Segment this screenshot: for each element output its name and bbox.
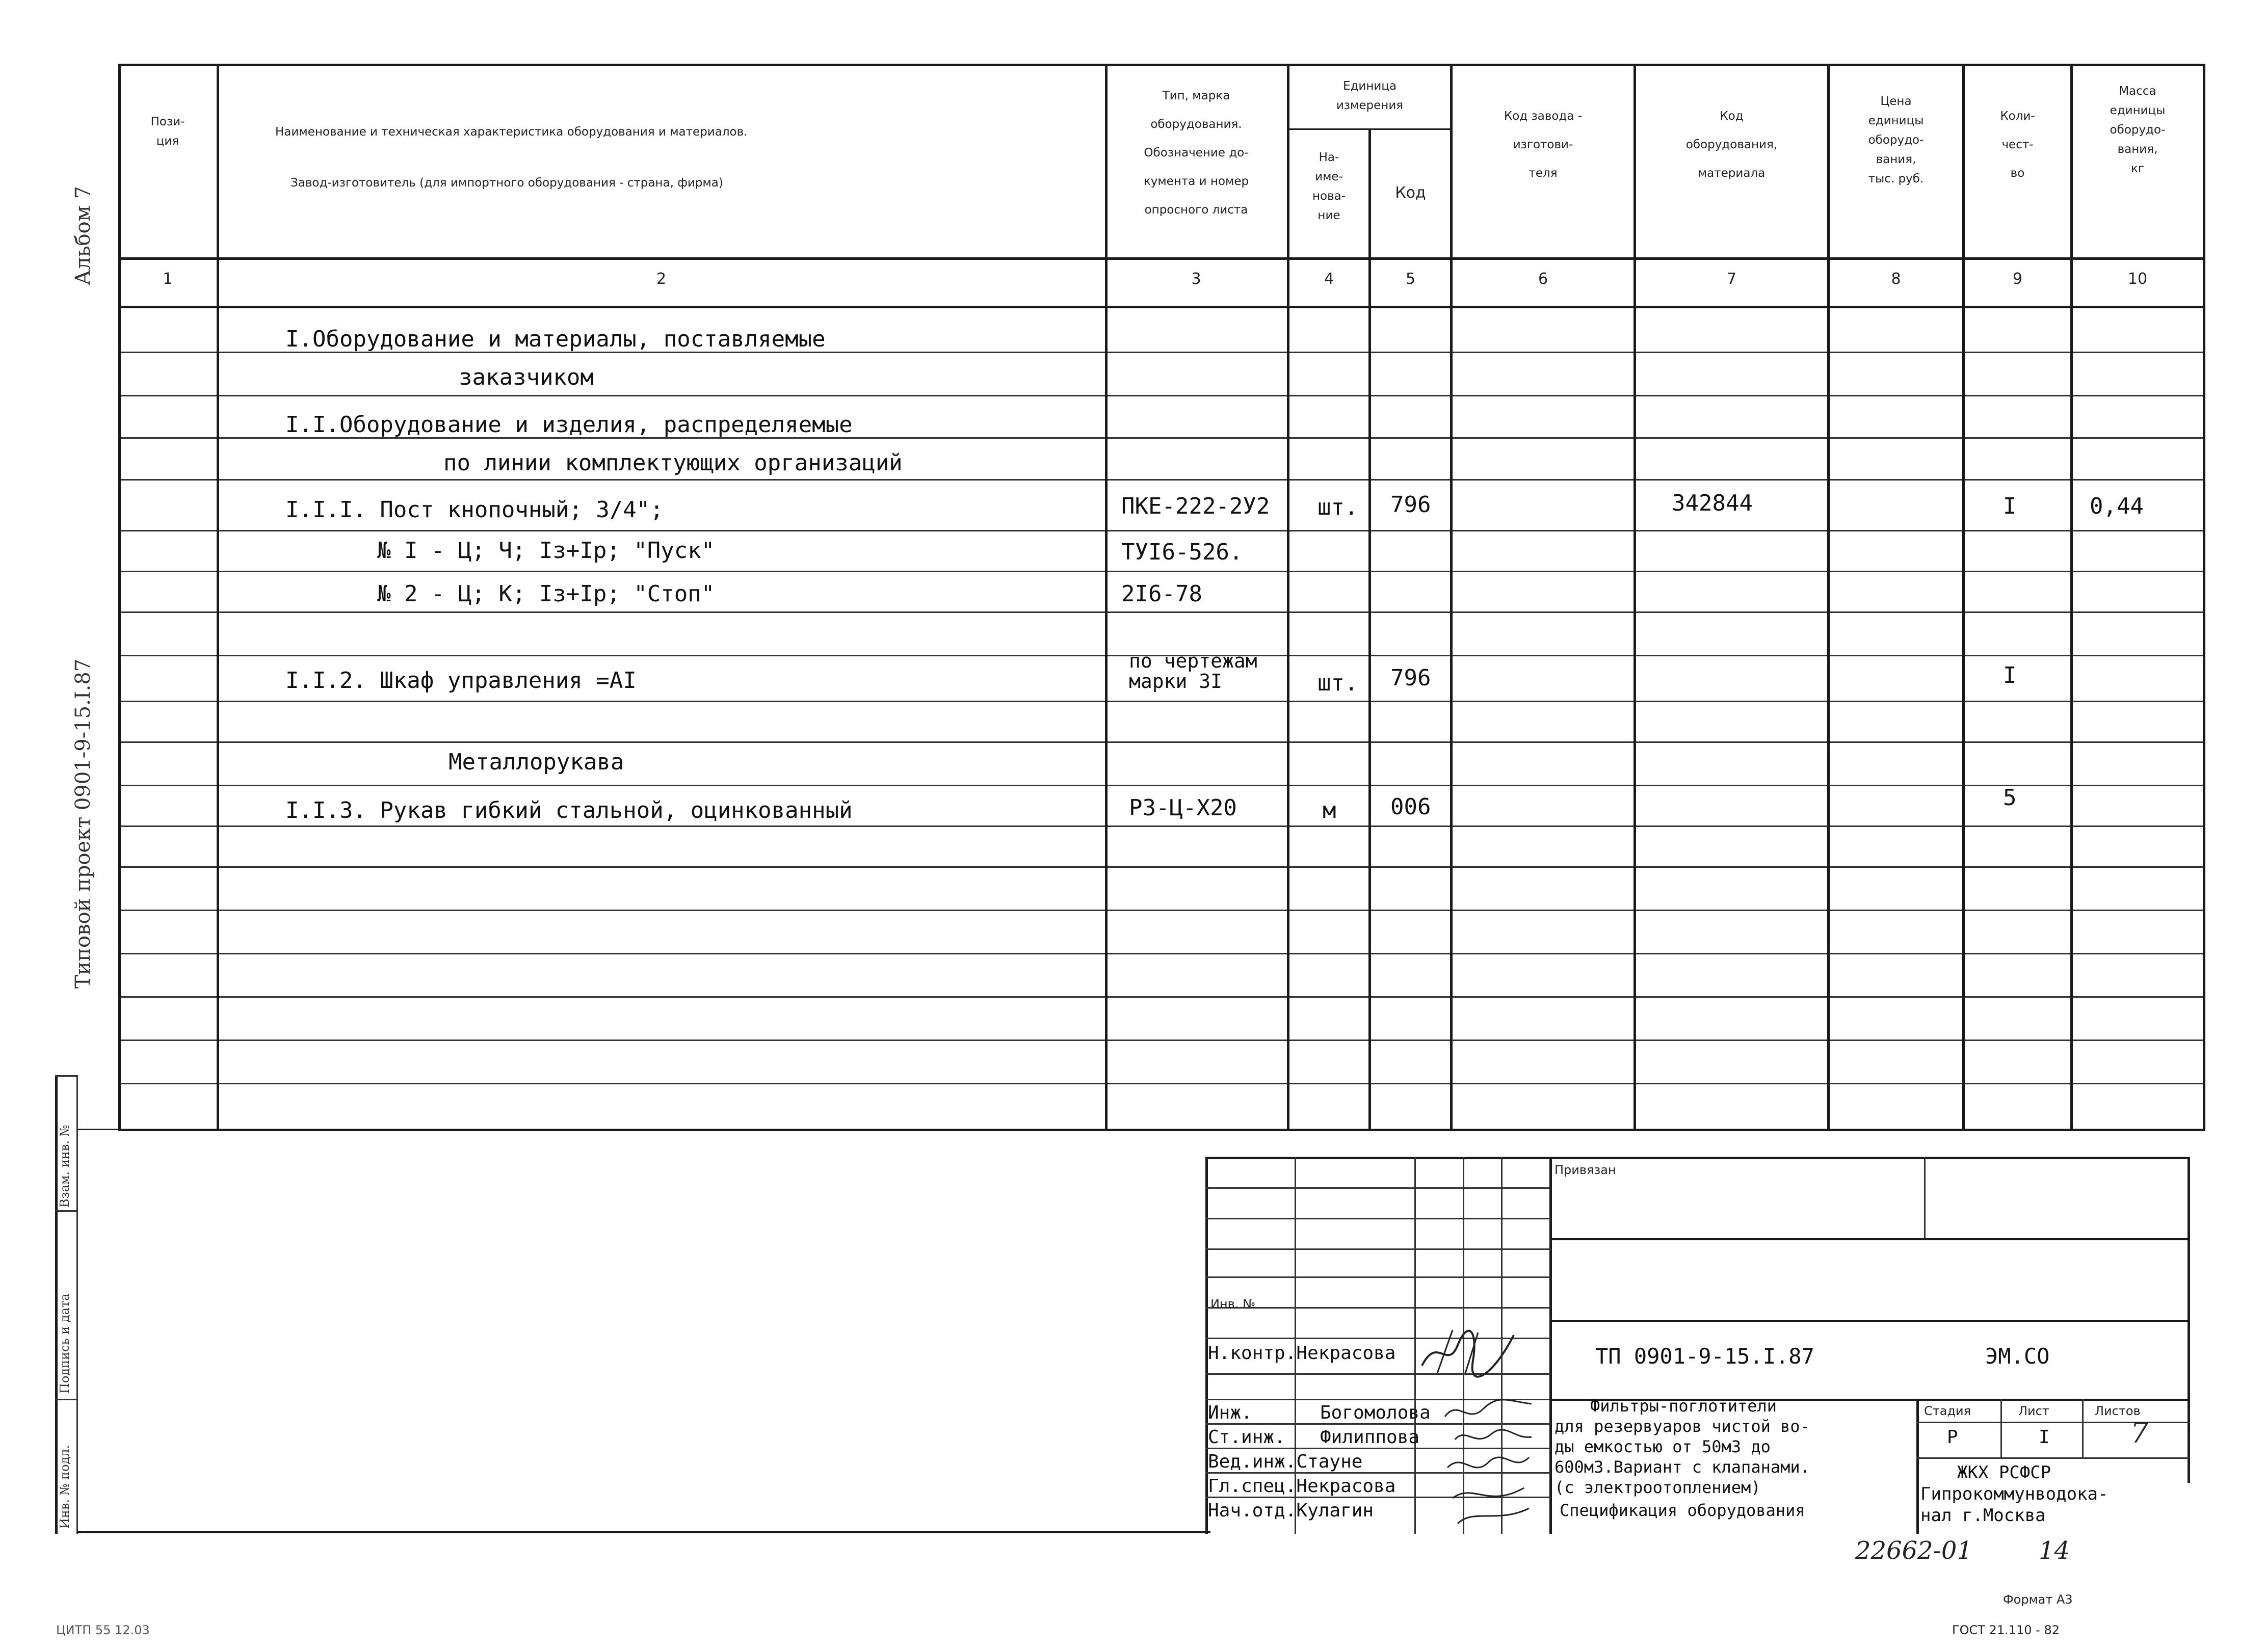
- list-value: I: [2039, 1427, 2050, 1448]
- name-ing: Богомолова: [1320, 1402, 1431, 1423]
- item-name: I.I.I. Пост кнопочный; 3/4";: [285, 497, 664, 523]
- col-border: [1827, 64, 1830, 1131]
- section-title: I.Оборудование и материалы, поставляемые: [285, 326, 826, 352]
- stamp-grid: [2082, 1399, 2084, 1457]
- row-separator: [118, 479, 2205, 481]
- role-st-ing: Ст.инж.: [1208, 1427, 1285, 1448]
- doc-title-line: ды емкостью от 50м3 до: [1554, 1437, 1771, 1456]
- name-st-ing: Филиппова: [1320, 1427, 1420, 1448]
- doc-title-line: (с электроотоплением): [1554, 1478, 1761, 1497]
- item-name: I.I.3. Рукав гибкий стальной, оцинкованный: [285, 797, 853, 823]
- privyazan-label: Привязан: [1554, 1163, 1616, 1177]
- item-type: ПКЕ-222-2У2: [1121, 493, 1270, 519]
- role-nach-otd: Нач.отд.Кулагин: [1208, 1500, 1374, 1521]
- row-separator: [118, 785, 2205, 786]
- document-code: ТП 0901-9-15.I.87: [1595, 1344, 1814, 1369]
- sheet-code: ЭМ.СО: [1985, 1344, 2050, 1369]
- signature-scribble: [1442, 1396, 1534, 1427]
- row-separator: [118, 701, 2205, 702]
- row-separator: [118, 1040, 2205, 1041]
- listov-label: Листов: [2095, 1404, 2141, 1418]
- row-separator: [118, 571, 2205, 572]
- colnum: 2: [656, 270, 667, 288]
- col-border: [118, 64, 121, 1131]
- stamp-grid: [1916, 1457, 2189, 1459]
- colnum: 9: [2012, 270, 2023, 288]
- signature-scribble: [1453, 1424, 1534, 1450]
- item-quantity: I: [2003, 662, 2017, 688]
- colnum: 7: [1726, 270, 1737, 288]
- stamp-grid: [1924, 1157, 1926, 1238]
- stamp-col-line: [55, 1075, 78, 1077]
- item-type: РЗ-Ц-Х20: [1129, 795, 1237, 821]
- stamp-grid: [2000, 1399, 2002, 1457]
- handwritten-number: 22662-01: [1855, 1536, 1972, 1565]
- listov-value: 7: [2130, 1417, 2149, 1450]
- item-mass: 0,44: [2090, 493, 2144, 519]
- header-quantity: Коли- чест- во: [2000, 110, 2035, 180]
- colnum-bottom-border: [118, 306, 2205, 308]
- signature-scribble: [1442, 1452, 1534, 1529]
- row-separator: [118, 825, 2205, 827]
- col-border: [1633, 64, 1636, 1131]
- colnum: 10: [2127, 270, 2148, 288]
- stamp-grid: [1549, 1320, 2189, 1322]
- col-border: [2203, 64, 2205, 1131]
- signature-scribble: [1417, 1325, 1519, 1381]
- row-separator: [118, 866, 2205, 868]
- colnum: 4: [1324, 270, 1334, 288]
- stadia-value: Р: [1947, 1427, 1958, 1448]
- role-ing: Инж.: [1208, 1402, 1252, 1423]
- stamp-row-line: [1205, 1276, 1551, 1278]
- stamp-col-line: [55, 1210, 78, 1212]
- col-border: [217, 64, 219, 1131]
- org-line: ЖКХ РСФСР: [1957, 1462, 2051, 1483]
- header-unit-name: На- име- нова- ние: [1312, 151, 1346, 222]
- project-side-label: Типовой проект 0901-9-15.I.87: [71, 658, 95, 989]
- stamp-row-line: [1205, 1218, 1551, 1219]
- stamp-col-podpis: Подпись и дата: [58, 1293, 72, 1394]
- item-unit-code: 796: [1390, 665, 1431, 691]
- item-type-cont: ТУI6-526.: [1121, 539, 1243, 565]
- header-position: Пози- ция: [150, 115, 185, 148]
- row-separator: [118, 953, 2205, 954]
- inv-no-label: Инв. №: [1210, 1297, 1256, 1311]
- stamp-divider: [1549, 1157, 1552, 1534]
- col-border: [2070, 64, 2073, 1131]
- gost-label: ГОСТ 21.110 - 82: [1952, 1623, 2060, 1637]
- item-equipment-code: 342844: [1672, 490, 1753, 516]
- stamp-grid: [1414, 1157, 1416, 1534]
- subsection-title: I.I.Оборудование и изделия, распределяемые: [285, 412, 853, 438]
- stamp-col-line: [55, 1399, 78, 1400]
- row-separator: [118, 530, 2205, 531]
- row-separator: [118, 996, 2205, 998]
- colnum: 5: [1405, 270, 1416, 288]
- header-price: Цена единицы оборудо- вания, тыс. руб.: [1868, 95, 1924, 185]
- item-name: I.I.2. Шкаф управления =AI: [285, 668, 637, 694]
- page-bottom-line: [76, 1531, 1210, 1533]
- org-line: нал г.Москва: [1920, 1505, 2046, 1526]
- table-top-border: [118, 64, 2205, 66]
- page-line: [76, 1129, 120, 1130]
- album-label: Альбом 7: [71, 186, 95, 285]
- colnum: 1: [163, 270, 173, 288]
- header-unit-code: Код: [1395, 184, 1426, 202]
- stamp-col-vzam: Взам. инв. №: [58, 1125, 72, 1208]
- header-unit-group: Единица измерения: [1336, 79, 1404, 112]
- item-unit: м: [1323, 797, 1336, 823]
- item-unit-code: 006: [1390, 794, 1431, 820]
- table-bottom-border: [118, 1129, 2205, 1131]
- stamp-row-line: [1205, 1187, 1551, 1189]
- subsection-title-cont: по линии комплектующих организаций: [443, 450, 903, 476]
- item-type: по чертежам: [1129, 650, 1257, 672]
- group-title: Металлорукава: [449, 749, 624, 775]
- item-type-cont: 2I6-78: [1121, 581, 1202, 607]
- header-mass: Масса единицы оборудо- вания, кг: [2110, 85, 2166, 175]
- header-name-line2: Завод-изготовитель (для импортного оборудования - страна, фирма): [291, 176, 723, 190]
- col-border: [1962, 64, 1965, 1131]
- doc-title-line: для резервуаров чистой во-: [1554, 1417, 1810, 1436]
- role-gl-spec: Гл.спец.Некрасова: [1208, 1476, 1396, 1497]
- stadia-label: Стадия: [1924, 1404, 1971, 1418]
- list-label: Лист: [2018, 1404, 2049, 1418]
- org-line: Гипрокоммунводока-: [1920, 1484, 2109, 1504]
- doc-title-line: Спецификация оборудования: [1560, 1501, 1805, 1520]
- stamp-row-line: [1205, 1307, 1551, 1309]
- item-quantity: I: [2003, 493, 2017, 519]
- format-label: Формат A3: [2003, 1592, 2073, 1607]
- n-kontr: Н.контр.Некрасова: [1208, 1343, 1396, 1364]
- section-title-cont: заказчиком: [459, 364, 594, 390]
- item-unit-code: 796: [1390, 492, 1431, 518]
- colnum: 3: [1191, 270, 1201, 288]
- item-unit: шт.: [1318, 670, 1358, 696]
- stamp-col-inv: Инв. № подл.: [58, 1445, 72, 1529]
- colnum: 8: [1891, 270, 1901, 288]
- handwritten-page: 14: [2039, 1536, 2070, 1565]
- item-unit: шт.: [1318, 494, 1358, 520]
- stamp-grid: [1549, 1238, 2189, 1240]
- stamp-col-border-right: [76, 1075, 78, 1534]
- role-ved-ing: Вед.инж.Стауне: [1208, 1451, 1363, 1472]
- stamp-border-top: [1205, 1157, 2189, 1159]
- stamp-row-line: [1205, 1248, 1551, 1250]
- stamp-grid: [1916, 1399, 1919, 1534]
- header-type: Тип, марка оборудования. Обозначение до- кумента и номер опросного листа: [1143, 89, 1249, 217]
- header-factory-code: Код завода - изготови- теля: [1504, 110, 1583, 180]
- row-separator: [118, 741, 2205, 743]
- doc-title-line: Фильтры-поглотители: [1590, 1396, 1777, 1416]
- header-bottom-border: [118, 257, 2205, 260]
- item-type-cont: марки ЗI: [1129, 670, 1223, 692]
- row-separator: [118, 395, 2205, 396]
- header-equipment-code: Код оборудования, материала: [1685, 110, 1778, 180]
- item-name-detail: № 2 - Ц; К; Iз+Iр; "Стоп": [377, 581, 715, 607]
- doc-title-line: 600м3.Вариант с клапанами.: [1554, 1457, 1810, 1477]
- row-separator: [118, 1083, 2205, 1084]
- item-name-detail: № I - Ц; Ч; Iз+Iр; "Пуск": [377, 538, 715, 564]
- left-footer-code: ЦИТП 55 12.03: [56, 1623, 150, 1637]
- colnum: 6: [1538, 270, 1548, 288]
- row-separator: [118, 910, 2205, 911]
- item-quantity: 5: [2003, 785, 2017, 811]
- row-separator: [118, 611, 2205, 613]
- header-name-line1: Наименование и техническая характеристика оборудования и материалов.: [275, 125, 748, 139]
- col-border: [1450, 64, 1453, 1131]
